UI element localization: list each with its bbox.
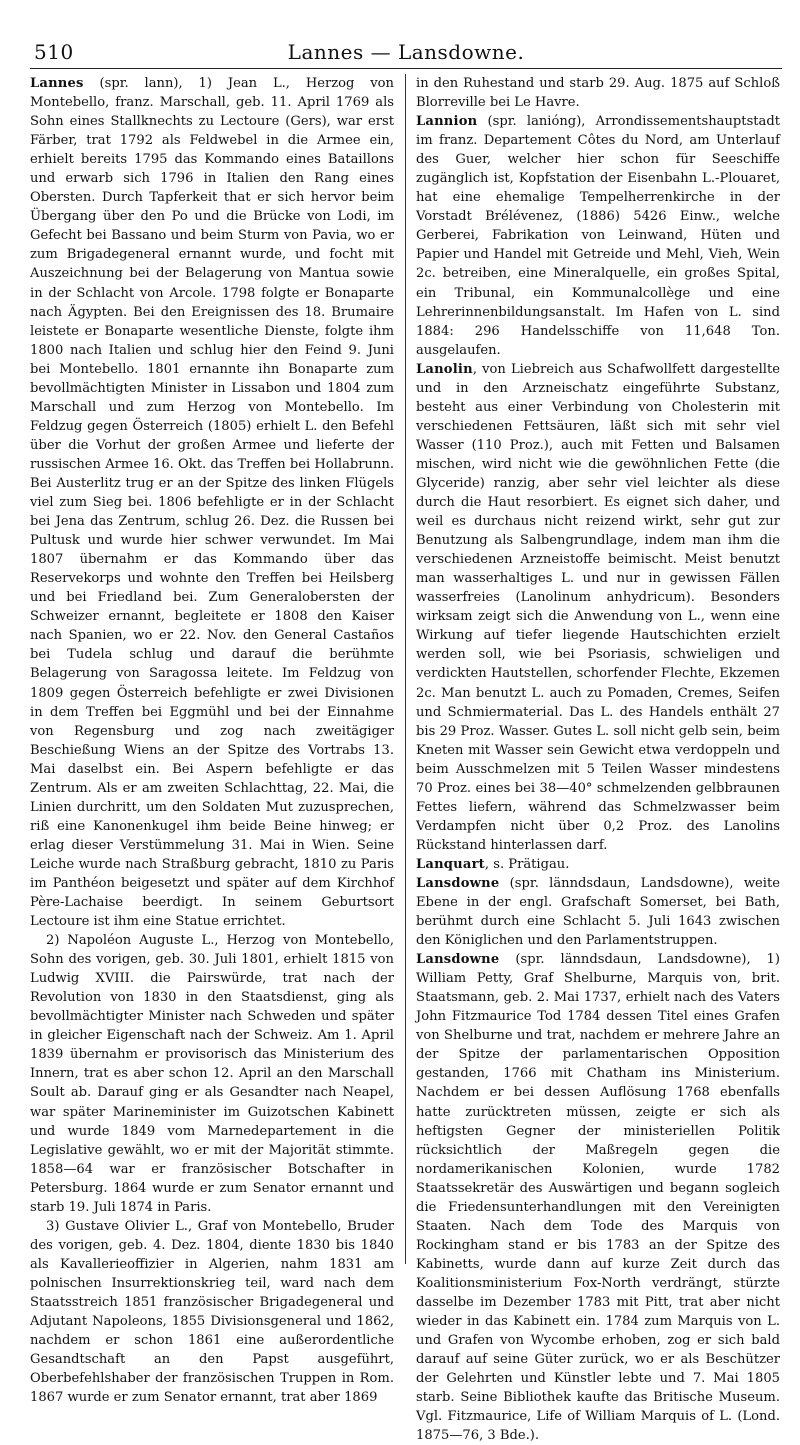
entry-text: , s. Prätigau. bbox=[484, 856, 570, 872]
entry-lansdowne-marquis bbox=[416, 950, 780, 1445]
entry-text: (spr. länndsdaun, Landsdowne), 1) William Petty, Graf Shelburne, Marquis von, brit. Staatsmann, geb. 2. Mai 1737, erhielt nach des Vaters John Fitzmaurice Tod 1784 dessen Titel eines Grafen von Shelburne und trat, nachdem er mehrere Jahre an der Spitze der parlamentarischen Opposition gestanden, 1766 mit Chatham ins Ministerium. Nachdem er bei dessen Auflösung 1768 ebenfalls hatte zurücktreten müssen, zeigte er sich als heftigsten Gegner der ministeriellen Politik rücksichtlich der Maßregeln gegen die nordamerikanischen Kolonien, wurde 1782 Staatssekretär des Auswärtigen und begann sogleich die Friedensunterhandlungen mit den Vereinigten Staaten. Nach dem Tode des Marquis von Rockingham stand er bis 1783 an der Spitze des Kabinetts, wurde dann auf kurze Zeit durch das Koalitionsministerium Fox-North verdrängt, stürzte dasselbe im Dezember 1783 mit Pitt, trat aber nicht wieder in das Kabinett ein. 1784 zum Marquis von L. und Grafen von Wycombe erhoben, zog er sich bald darauf auf seine Güter zurück, wo er als Beschützer der Gelehrten und Künstler lebte und 7. Mai 1805 starb. Seine Bibliothek kaufte das Britische Museum. Vgl. Fitzmaurice, Life of William Marquis of L. (Lond. 1875—76, 3 Bde.). bbox=[416, 952, 780, 1444]
entry-lannes bbox=[30, 74, 394, 931]
entry-text: (spr. lanióng), Arrondissementshauptstadt im franz. Departement Côtes du Nord, am Unterlauf des Guer, welcher hier schon für Seeschiffe zugänglich ist, Kopfstation der Eisenbahn L.-Plouaret, hat eine ehemalige Tempelherrenkirche in der Vorstadt Brélévenez, (1886) 5426 Einw., welche Gerberei, Fabrikation von Leinwand, Hüten und Papier und Handel mit Getreide und Mehl, Vieh, Wein 2c. betreiben, eine Mineralquelle, ein großes Spital, ein Tribunal, ein Kommunalcollège und eine Lehrerinnenbildungsanstalt. Im Hafen von L. sind 1884: 296 Handelsschiffe von 11,648 Ton. ausgelaufen. bbox=[416, 114, 780, 358]
column-divider bbox=[405, 74, 406, 1264]
headword: Lannion bbox=[416, 114, 478, 130]
two-column-body bbox=[30, 74, 782, 1444]
running-head: Lannes — Lansdowne. bbox=[287, 40, 525, 64]
headword: Lansdowne bbox=[416, 875, 500, 891]
right-column bbox=[416, 74, 780, 1444]
entry-lannes-3 bbox=[30, 1217, 394, 1407]
page-header bbox=[30, 28, 782, 69]
entry-text: 2) Napoléon Auguste L., Herzog von Montebello, Sohn des vorigen, geb. 30. Juli 1801, erhielt 1815 von Ludwig XVIII. die Pairswürde, trat nach der Revolution von 1830 in den Staatsdienst, ging als bevollmächtigter Minister nach Schweden und später in gleicher Eigenschaft nach der Schweiz. Am 1. April 1839 übernahm er provisorisch das Ministerium des Innern, trat es aber schon 12. April an den Marschall Soult ab. Darauf ging er als Gesandter nach Neapel, war später Marineminister im Guizotschen Kabinett und wurde 1849 vom Marnedepartement in die Legislative gewählt, wo er mit der Majorität stimmte. 1858—64 war er französischer Botschafter in Petersburg. 1864 wurde er zum Senator ernannt und starb 19. Juli 1874 in Paris. bbox=[30, 933, 394, 1215]
entry-text: 3) Gustave Olivier L., Graf von Montebello, Bruder des vorigen, geb. 4. Dez. 1804, diente 1830 bis 1840 als Kavallerieoffizier in Algerien, nahm 1831 am polnischen Insurrektionskrieg teil, ward nach dem Staatsstreich 1851 französischer Brigadegeneral und Adjutant Napoleons, 1855 Divisionsgeneral und 1862, nachdem er schon 1861 eine außerordentliche Gesandtschaft an den Papst ausgeführt, Oberbefehlshaber der französischen Truppen in Rom. 1867 wurde er zum Senator ernannt, trat aber 1869 bbox=[30, 1218, 394, 1406]
page bbox=[30, 28, 782, 1444]
entry-lannion bbox=[416, 112, 780, 360]
entry-text: , von Liebreich aus Schafwollfett dargestellte und in den Arzneischatz eingeführte Substanz, besteht aus einer Verbindung von Cholesterin mit verschiedenen Fettsäuren, läßt sich mit sehr viel Wasser (110 Proz.), auch mit Fetten und Balsamen mischen, wird nicht wie die gewöhnlichen Fette (die Glyceride) ranzig, aber sehr viel leichter als diese durch die Haut resorbiert. Es eignet sich daher, und weil es durchaus nicht reizend wirkt, sehr gut zur Benutzung als Salbengrundlage, indem man ihm die verschiedenen Arzneistoffe beimischt. Meist benutzt man wasserhaltiges L. und nur in gewissen Fällen wasserfreies (Lanolinum anhydricum). Besonders wirksam zeigt sich die Anwendung von L., wenn eine Wirkung auf tiefer liegende Hautschichten erzielt werden soll, wie bei Psoriasis, schwieligen und verdickten Hautstellen, schorfender Flechte, Ekzemen 2c. Man benutzt L. auch zu Pomaden, Cremes, Seifen und Schmiermaterial. Das L. des Handels enthält 27 bis 29 Proz. Wasser. Gutes L. soll nicht gelb sein, beim Kneten mit Wasser sein Gewicht etwa verdoppeln und beim Ausschmelzen mit 5 Teilen Wasser mindestens 70 Proz. eines bei 38—40° schmelzenden gelbbraunen Fettes liefern, während das Schmelzwasser beim Verdampfen nicht über 0,2 Proz. des Lanolins Rückstand hinterlassen darf. bbox=[416, 361, 780, 853]
entry-text: (spr. lann), 1) Jean L., Herzog von Montebello, franz. Marschall, geb. 11. April 1769 als Sohn eines Stallknechts zu Lectoure (Gers), war erst Färber, trat 1792 als Feldwebel in die Armee ein, erhielt bereits 1795 das Kommando eines Bataillons und erwarb sich 1796 in Italien den Rang eines Obersten. Durch Tapferkeit that er sich hervor beim Übergang über den Po und die Brücke von Lodi, im Gefecht bei Bassano und beim Sturm von Pavia, wo er zum Brigadegeneral ernannt wurde, und focht mit Auszeichnung bei der Belagerung von Mantua sowie in der Schlacht von Arcole. 1798 folgte er Bonaparte nach Ägypten. Bei den Ereignissen des 18. Brumaire leistete er Bonaparte wesentliche Dienste, folgte ihm 1800 nach Italien und schlug hier den Feind 9. Juni bei Montebello. 1801 ernannte ihn Bonaparte zum bevollmächtigten Minister in Lissabon und 1804 zum Marschall und zum Herzog von Montebello. Im Feldzug gegen Österreich (1805) erhielt L. den Befehl über die Vorhut der großen Armee und lieferte der russischen Armee 16. Okt. das Treffen bei Hollabrunn. Bei Austerlitz trug er an der Spitze des linken Flügels viel zum Sieg bei. 1806 befehligte er in der Schlacht bei Jena das Zentrum, schlug 26. Dez. die Russen bei Pultusk und wurde hier schwer verwundet. Im Mai 1807 übernahm er das Kommando über das Reservekorps und wohnte den Treffen bei Heilsberg und bei Friedland bei. Zum Generalobersten der Schweizer ernannt, begleitete er 1808 den Kaiser nach Spanien, wo er 22. Nov. den General Castaños bei Tudela schlug und darauf die berühmte Belagerung von Saragossa leitete. Im Feldzug von 1809 gegen Österreich befehligte er zwei Divisionen in dem Treffen bei Eggmühl und bei der Einnahme von Regensburg und zog nach zweitägiger Beschießung Wiens an der Spitze des Vortrabs 13. Mai daselbst ein. Bei Aspern befehligte er das Zentrum. Als er am zweiten Schlachttag, 22. Mai, die Linien durchritt, um den Soldaten Mut zuzusprechen, riß eine Kanonenkugel ihm beide Beine hinweg; er erlag dieser Verstümmelung 31. Mai in Wien. Seine Leiche wurde nach Straßburg gebracht, 1810 zu Paris im Panthéon beigesetzt und später auf dem Kirchhof Père-Lachaise beerdigt. In seinem Geburtsort Lectoure ist ihm eine Statue errichtet. bbox=[30, 76, 394, 930]
entry-lannes-continued bbox=[416, 74, 780, 112]
entry-lansdowne-plain bbox=[416, 874, 780, 950]
entry-lanquart bbox=[416, 855, 780, 874]
headword: Lannes bbox=[30, 76, 84, 91]
entry-text: in den Ruhestand und starb 29. Aug. 1875 auf Schloß Blorreville bei Le Havre. bbox=[416, 76, 780, 111]
entry-text: (spr. länndsdaun, Landsdowne), weite Ebene in der engl. Grafschaft Somerset, bei Bath, berühmt durch eine Schlacht 5. Juli 1643 zwischen den Königlichen und den Parlamentstruppen. bbox=[416, 875, 780, 949]
entry-lannes-2 bbox=[30, 931, 394, 1217]
page-number: 510 bbox=[34, 40, 74, 64]
headword: Lansdowne bbox=[416, 952, 500, 968]
entry-lanolin bbox=[416, 360, 780, 855]
headword: Lanolin bbox=[416, 361, 473, 377]
headword: Lanquart bbox=[416, 856, 485, 872]
left-column bbox=[30, 74, 394, 1406]
